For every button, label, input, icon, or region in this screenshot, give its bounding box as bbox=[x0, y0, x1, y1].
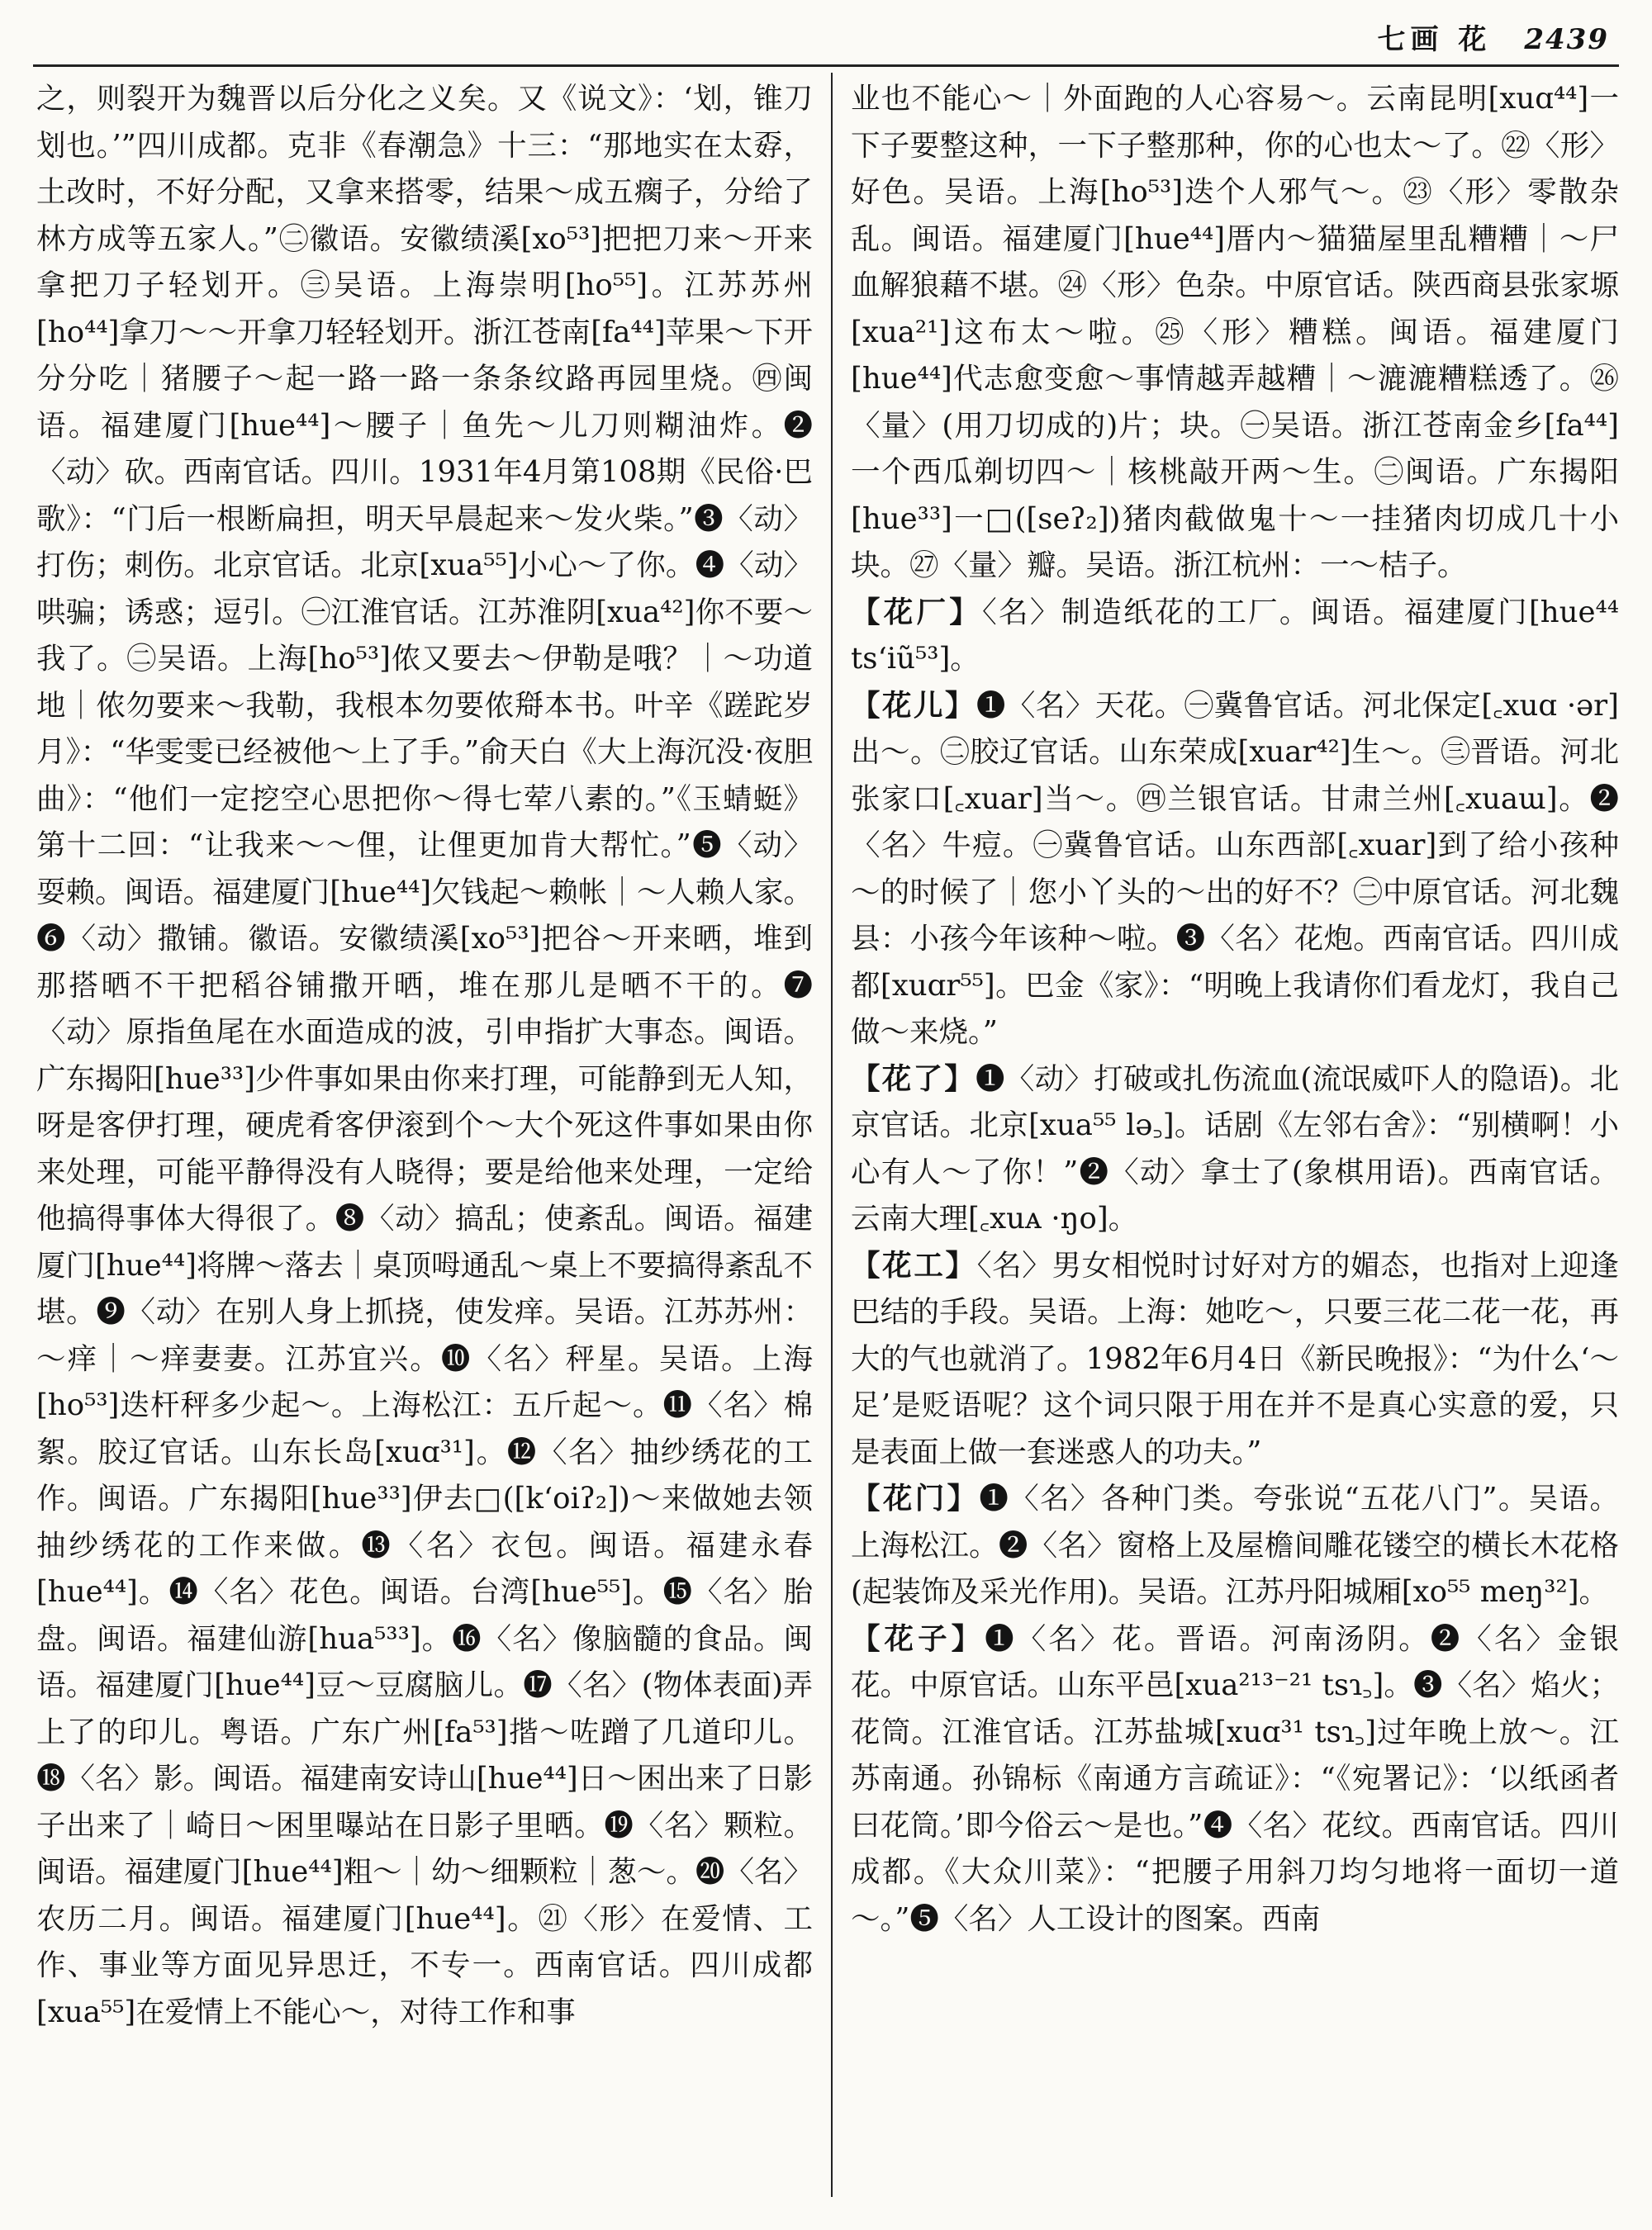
header-rule bbox=[33, 64, 1619, 67]
entry-text: ❶〈名〉天花。㊀冀鲁官话。河北保定[꜀xuɑ ·ər]出～。㊁胶辽官话。山东荣成[xuar⁴²]生～。㊂晋语。河北张家口[꜀xuar]当～。㊃兰银官话。甘肃兰州[꜀xuaɯ]。❷〈名〉牛痘。㊀冀鲁官话。山东西部[꜀xuar]到了给小孩种～的时候了｜您小丫头的～出的好不？㊁中原官话。河北魏县：小孩今年该种～啦。❸〈名〉花炮。西南官话。四川成都[xuɑr⁵⁵]。巴金《家》：“明晚上我请你们看龙灯，我自己做～来烧。” bbox=[851, 688, 1619, 1049]
page-number: 2439 bbox=[1524, 23, 1609, 56]
entry-headword: 【花子】 bbox=[851, 1621, 985, 1656]
dictionary-entry bbox=[851, 1056, 1619, 1243]
entry-headword: 【花厂】 bbox=[851, 595, 983, 629]
entry-text: 〈名〉制造纸花的工厂。闽语。福建厦门[hue⁴⁴ ts‘iũ⁵³]。 bbox=[851, 595, 1619, 676]
entry-text: 业也不能心～｜外面跑的人心容易～。云南昆明[xuɑ⁴⁴]一下子要整这种，一下子整那种，你的心也太～了。㉒〈形〉好色。吴语。上海[ho⁵³]迭个人邪气～。㉓〈形〉零散杂乱。闽语。福建厦门[hue⁴⁴]厝内～猫猫屋里乱糟糟｜～尸血解狼藉不堪。㉔〈形〉色杂。中原官话。陕西商县张家塬[xua²¹]这布太～啦。㉕〈形〉糟糕。闽语。福建厦门[hue⁴⁴]代志愈变愈～事情越弄越糟｜～漉漉糟糕透了。㉖〈量〉(用刀切成的)片；块。㊀吴语。浙江苍南金乡[fa⁴⁴]一个西瓜剃切四～｜核桃敲开两～生。㊁闽语。广东揭阳[hue³³]一□([seʔ₂])猪肉截做鬼十～一挂猪肉切成几十小块。㉗〈量〉瓣。吴语。浙江杭州：一～桔子。 bbox=[851, 82, 1619, 582]
dictionary-entry bbox=[851, 1243, 1619, 1477]
dictionary-entry bbox=[851, 1616, 1619, 1943]
dictionary-entry bbox=[851, 590, 1619, 683]
right-column bbox=[851, 76, 1619, 2197]
section-title: 七画 花 bbox=[1377, 23, 1492, 56]
entry-headword: 【花工】 bbox=[851, 1248, 977, 1283]
entry-headword: 【花了】 bbox=[851, 1061, 976, 1096]
entry-text: 〈名〉男女相悦时讨好对方的媚态，也指对上迎逢巴结的手段。吴语。上海：她吃～，只要三花二花一花，再大的气也就消了。1982年6月4日《新民晚报》：“为什么‘～足’是贬语呢？这个词只限于用在并不是真心实意的爱，只是表面上做一套迷惑人的功夫。” bbox=[851, 1248, 1619, 1469]
entry-text: ❶〈动〉打破或扎伤流血(流氓威吓人的隐语)。北京官话。北京[xua⁵⁵ lə꜆]。话剧《左邻右舍》：“别横啊！小心有人～了你！”❷〈动〉拿士了(象棋用语)。西南官话。云南大理[꜀xuᴀ ·ŋo]。 bbox=[851, 1061, 1619, 1236]
continued-entry-text: 之，则裂开为魏晋以后分化之义矣。又《说文》：‘划，锥刀划也。’”四川成都。克非《春潮急》十三：“那地实在太孬，土改时，不好分配，又拿来搭零，结果～成五瘸子，分给了林方成等五家人。”㊁徽语。安徽绩溪[xo⁵³]把把刀来～开来拿把刀子轻划开。㊂吴语。上海崇明[ho⁵⁵]。江苏苏州[ho⁴⁴]拿刀～～开拿刀轻轻划开。浙江苍南[fa⁴⁴]苹果～下开分分吃｜猪腰子～起一路一路一条条纹路再园里烧。㊃闽语。福建厦门[hue⁴⁴]～腰子｜鱼先～儿刀则糊油炸。❷〈动〉砍。西南官话。四川。1931年4月第108期《民俗·巴歌》：“门后一根断扁担，明天早晨起来～发火柴。”❸〈动〉打伤；刺伤。北京官话。北京[xua⁵⁵]小心～了你。❹〈动〉哄骗；诱惑；逗引。㊀江淮官话。江苏淮阴[xua⁴²]你不要～我了。㊁吴语。上海[ho⁵³]侬又要去～伊勒是哦？｜～功道地｜侬勿要来～我勒，我根本勿要侬搿本书。叶辛《蹉跎岁月》：“华雯雯已经被他～上了手。”俞天白《大上海沉没·夜胆曲》：“他们一定挖空心思把你～得七荤八素的。”《玉蜻蜓》第十二回：“让我来～～俚，让俚更加肯大帮忙。”❺〈动〉耍赖。闽语。福建厦门[hue⁴⁴]欠钱起～赖帐｜～人赖人家。❻〈动〉撒铺。徽语。安徽绩溪[xo⁵³]把谷～开来晒，堆到那搭晒不干把稻谷铺撒开晒，堆在那儿是晒不干的。❼〈动〉原指鱼尾在水面造成的波，引申指扩大事态。闽语。广东揭阳[hue³³]少件事如果由你来打理，可能静到无人知，呀是客伊打理，硬虎肴客伊滚到个～大个死这件事如果由你来处理，可能平静得没有人晓得；要是给他来处理，一定给他搞得事体大得很了。❽〈动〉搞乱；使紊乱。闽语。福建厦门[hue⁴⁴]将牌～落去｜桌顶呣通乱～桌上不要搞得紊乱不堪。❾〈动〉在别人身上抓挠，使发痒。吴语。江苏苏州：～痒｜～痒妻妻。江苏宜兴。❿〈名〉秤星。吴语。上海[ho⁵³]迭杆秤多少起～。上海松江：五斤起～。⓫〈名〉棉絮。胶辽官话。山东长岛[xuɑ³¹]。⓬〈名〉抽纱绣花的工作。闽语。广东揭阳[hue³³]伊去□([k‘oiʔ₂])～来做她去领抽纱绣花的工作来做。⓭〈名〉衣包。闽语。福建永春[hue⁴⁴]。⓮〈名〉花色。闽语。台湾[hue⁵⁵]。⓯〈名〉胎盘。闽语。福建仙游[hua⁵³³]。⓰〈名〉像脑髓的食品。闽语。福建厦门[hue⁴⁴]豆～豆腐脑儿。⓱〈名〉(物体表面)弄上了的印儿。粤语。广东广州[fa⁵³]揩～咗蹭了几道印儿。⓲〈名〉影。闽语。福建南安诗山[hue⁴⁴]日～困出来了日影子出来了｜崎日～困里曝站在日影子里晒。⓳〈名〉颗粒。闽语。福建厦门[hue⁴⁴]粗～｜幼～细颗粒｜葱～。⓴〈名〉农历二月。闽语。福建厦门[hue⁴⁴]。㉑〈形〉在爱情、工作、事业等方面见异思迁，不专一。西南官话。四川成都[xua⁵⁵]在爱情上不能心～，对待工作和事 bbox=[36, 82, 813, 2029]
left-column bbox=[36, 76, 813, 2197]
dictionary-entry bbox=[851, 1476, 1619, 1616]
entry-headword: 【花门】 bbox=[851, 1482, 980, 1516]
continued-entry bbox=[851, 76, 1619, 590]
running-header bbox=[1378, 17, 1609, 57]
entry-text: ❶〈名〉各种门类。夸张说“五花八门”。吴语。上海松江。❷〈名〉窗格上及屋檐间雕花镂空的横长木花格(起装饰及采光作用)。吴语。江苏丹阳城厢[xo⁵⁵ meŋ³²]。 bbox=[851, 1482, 1619, 1609]
dictionary-entry bbox=[851, 683, 1619, 1056]
column-divider bbox=[831, 73, 833, 2197]
entry-text: ❶〈名〉花。晋语。河南汤阴。❷〈名〉金银花。中原官话。山东平邑[xua²¹³⁻²¹ tsɿ꜆]。❸〈名〉焰火；花筒。江淮官话。江苏盐城[xuɑ³¹ tsɿ꜆]过年晚上放～。江苏南通。孙锦标《南通方言疏证》：“《宛署记》：‘以纸函者曰花筒。’即今俗云～是也。”❹〈名〉花纹。西南官话。四川成都。《大众川菜》：“把腰子用斜刀均匀地将一面切一道～。”❺〈名〉人工设计的图案。西南 bbox=[851, 1621, 1619, 1936]
entry-headword: 【花儿】 bbox=[851, 688, 976, 723]
